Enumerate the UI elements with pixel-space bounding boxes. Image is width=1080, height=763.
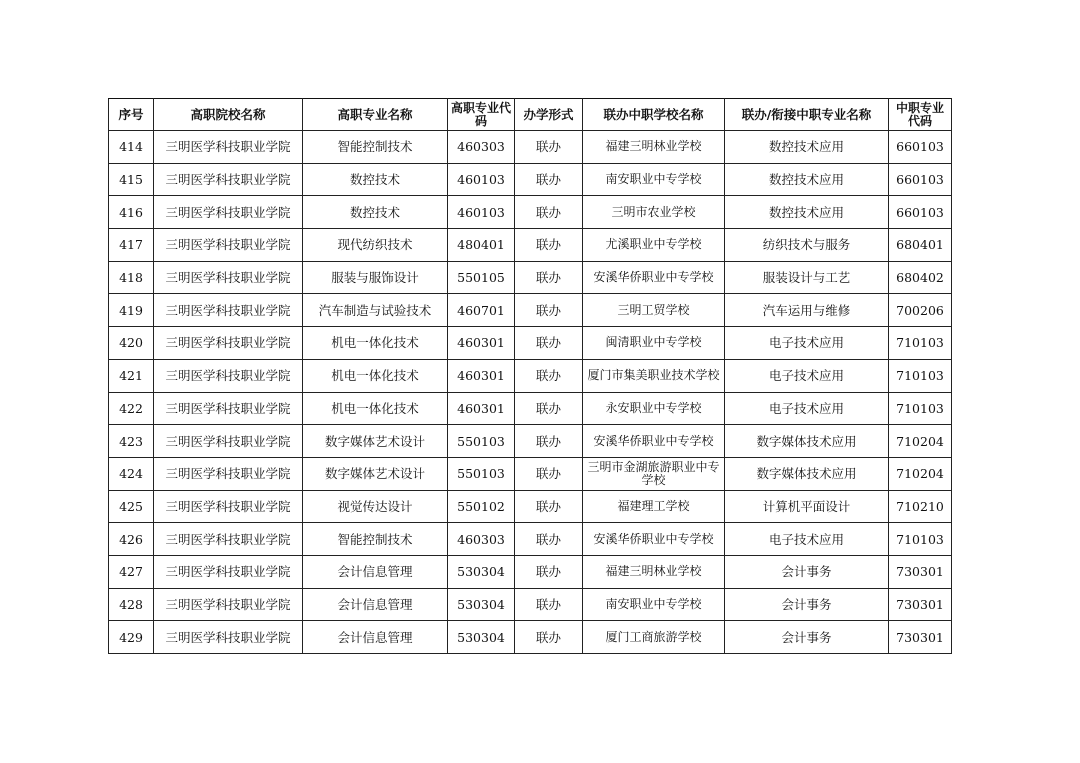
cell-partner-code: 710103 [889,327,952,360]
cell-partner-code: 730301 [889,621,952,654]
cell-partner-code: 710210 [889,490,952,523]
cell-major-name: 智能控制技术 [303,523,448,556]
cell-serial: 429 [109,621,154,654]
cell-mode: 联办 [515,359,583,392]
cell-partner-major: 数字媒体技术应用 [725,457,889,490]
table-header-row [109,99,952,131]
table-row [109,490,952,523]
header-major-code: 高职专业代码 [448,99,515,131]
cell-partner-school: 福建三明林业学校 [583,131,725,164]
cell-major-code: 550102 [448,490,515,523]
cell-mode: 联办 [515,261,583,294]
cell-college-name: 三明医学科技职业学院 [154,294,303,327]
cell-partner-school: 南安职业中专学校 [583,588,725,621]
table-row [109,588,952,621]
cell-partner-major: 会计事务 [725,588,889,621]
table-row [109,131,952,164]
cell-serial: 418 [109,261,154,294]
cell-partner-code: 710103 [889,523,952,556]
cell-major-name: 机电一体化技术 [303,392,448,425]
cell-partner-school: 福建三明林业学校 [583,555,725,588]
cell-college-name: 三明医学科技职业学院 [154,196,303,229]
cell-major-name: 服装与服饰设计 [303,261,448,294]
cell-mode: 联办 [515,457,583,490]
cell-partner-major: 纺织技术与服务 [725,229,889,262]
cell-mode: 联办 [515,588,583,621]
cell-college-name: 三明医学科技职业学院 [154,229,303,262]
cell-major-code: 460701 [448,294,515,327]
table-row [109,327,952,360]
cell-partner-major: 数控技术应用 [725,163,889,196]
cell-partner-code: 680402 [889,261,952,294]
cell-mode: 联办 [515,163,583,196]
cell-mode: 联办 [515,555,583,588]
cell-partner-school: 闽清职业中专学校 [583,327,725,360]
cell-partner-major: 计算机平面设计 [725,490,889,523]
cell-major-name: 智能控制技术 [303,131,448,164]
cell-partner-school: 永安职业中专学校 [583,392,725,425]
header-partner-major: 联办/衔接中职专业名称 [725,99,889,131]
cell-major-name: 数字媒体艺术设计 [303,457,448,490]
cell-mode: 联办 [515,131,583,164]
cell-college-name: 三明医学科技职业学院 [154,359,303,392]
cell-partner-school: 厦门工商旅游学校 [583,621,725,654]
cell-major-code: 550103 [448,457,515,490]
header-partner-code: 中职专业代码 [889,99,952,131]
cell-major-code: 460303 [448,523,515,556]
cell-major-name: 会计信息管理 [303,588,448,621]
table-row [109,261,952,294]
cell-serial: 416 [109,196,154,229]
cell-partner-school: 福建理工学校 [583,490,725,523]
cell-serial: 417 [109,229,154,262]
cell-serial: 421 [109,359,154,392]
cell-mode: 联办 [515,294,583,327]
cell-partner-major: 服装设计与工艺 [725,261,889,294]
header-serial: 序号 [109,99,154,131]
cell-partner-major: 电子技术应用 [725,392,889,425]
table-row [109,523,952,556]
table-row [109,392,952,425]
cell-college-name: 三明医学科技职业学院 [154,457,303,490]
cell-serial: 425 [109,490,154,523]
cell-partner-major: 数字媒体技术应用 [725,425,889,458]
cell-major-name: 视觉传达设计 [303,490,448,523]
table-row [109,621,952,654]
cell-partner-code: 730301 [889,588,952,621]
cell-serial: 419 [109,294,154,327]
cell-serial: 422 [109,392,154,425]
cell-major-code: 480401 [448,229,515,262]
cell-partner-major: 会计事务 [725,621,889,654]
admissions-table [108,98,952,654]
cell-partner-code: 660103 [889,196,952,229]
cell-serial: 415 [109,163,154,196]
cell-mode: 联办 [515,425,583,458]
cell-major-name: 机电一体化技术 [303,327,448,360]
cell-mode: 联办 [515,229,583,262]
cell-college-name: 三明医学科技职业学院 [154,621,303,654]
cell-partner-school: 安溪华侨职业中专学校 [583,261,725,294]
cell-major-name: 会计信息管理 [303,555,448,588]
cell-serial: 414 [109,131,154,164]
cell-major-name: 机电一体化技术 [303,359,448,392]
table-row [109,425,952,458]
cell-major-name: 汽车制造与试验技术 [303,294,448,327]
cell-serial: 426 [109,523,154,556]
cell-college-name: 三明医学科技职业学院 [154,588,303,621]
cell-major-code: 530304 [448,621,515,654]
cell-mode: 联办 [515,196,583,229]
cell-partner-school: 南安职业中专学校 [583,163,725,196]
cell-partner-major: 电子技术应用 [725,523,889,556]
cell-major-code: 460103 [448,163,515,196]
cell-mode: 联办 [515,490,583,523]
cell-college-name: 三明医学科技职业学院 [154,131,303,164]
table-row [109,359,952,392]
table-row [109,163,952,196]
cell-serial: 423 [109,425,154,458]
cell-partner-code: 660103 [889,131,952,164]
cell-partner-school: 安溪华侨职业中专学校 [583,523,725,556]
cell-major-code: 550105 [448,261,515,294]
cell-major-code: 460301 [448,359,515,392]
cell-college-name: 三明医学科技职业学院 [154,555,303,588]
cell-partner-school: 厦门市集美职业技术学校 [583,359,725,392]
cell-partner-school: 安溪华侨职业中专学校 [583,425,725,458]
cell-partner-code: 680401 [889,229,952,262]
cell-partner-code: 710204 [889,425,952,458]
cell-major-name: 数控技术 [303,196,448,229]
table-row [109,457,952,490]
cell-partner-code: 710204 [889,457,952,490]
cell-serial: 424 [109,457,154,490]
cell-partner-major: 会计事务 [725,555,889,588]
cell-serial: 427 [109,555,154,588]
cell-major-name: 数控技术 [303,163,448,196]
cell-partner-code: 710103 [889,359,952,392]
table-body [109,131,952,654]
cell-major-name: 数字媒体艺术设计 [303,425,448,458]
cell-major-code: 460303 [448,131,515,164]
cell-serial: 420 [109,327,154,360]
cell-mode: 联办 [515,523,583,556]
cell-partner-school: 三明工贸学校 [583,294,725,327]
table-row [109,555,952,588]
cell-major-code: 530304 [448,588,515,621]
cell-serial: 428 [109,588,154,621]
cell-mode: 联办 [515,327,583,360]
cell-partner-school: 三明市农业学校 [583,196,725,229]
cell-partner-school: 三明市金湖旅游职业中专学校 [583,457,725,490]
cell-college-name: 三明医学科技职业学院 [154,392,303,425]
cell-partner-school: 尤溪职业中专学校 [583,229,725,262]
cell-partner-code: 700206 [889,294,952,327]
table-row [109,196,952,229]
cell-major-name: 现代纺织技术 [303,229,448,262]
header-major-name: 高职专业名称 [303,99,448,131]
header-partner-school: 联办中职学校名称 [583,99,725,131]
cell-college-name: 三明医学科技职业学院 [154,327,303,360]
header-mode: 办学形式 [515,99,583,131]
cell-major-code: 530304 [448,555,515,588]
cell-college-name: 三明医学科技职业学院 [154,261,303,294]
cell-mode: 联办 [515,392,583,425]
cell-partner-code: 710103 [889,392,952,425]
cell-partner-major: 数控技术应用 [725,196,889,229]
cell-major-code: 550103 [448,425,515,458]
cell-college-name: 三明医学科技职业学院 [154,523,303,556]
table-row [109,229,952,262]
cell-partner-code: 660103 [889,163,952,196]
cell-partner-major: 电子技术应用 [725,359,889,392]
cell-partner-major: 数控技术应用 [725,131,889,164]
cell-major-code: 460301 [448,392,515,425]
cell-mode: 联办 [515,621,583,654]
cell-major-code: 460103 [448,196,515,229]
cell-partner-code: 730301 [889,555,952,588]
cell-college-name: 三明医学科技职业学院 [154,490,303,523]
cell-major-name: 会计信息管理 [303,621,448,654]
header-college-name: 高职院校名称 [154,99,303,131]
cell-partner-major: 汽车运用与维修 [725,294,889,327]
cell-college-name: 三明医学科技职业学院 [154,425,303,458]
cell-college-name: 三明医学科技职业学院 [154,163,303,196]
table-row [109,294,952,327]
cell-partner-major: 电子技术应用 [725,327,889,360]
cell-major-code: 460301 [448,327,515,360]
